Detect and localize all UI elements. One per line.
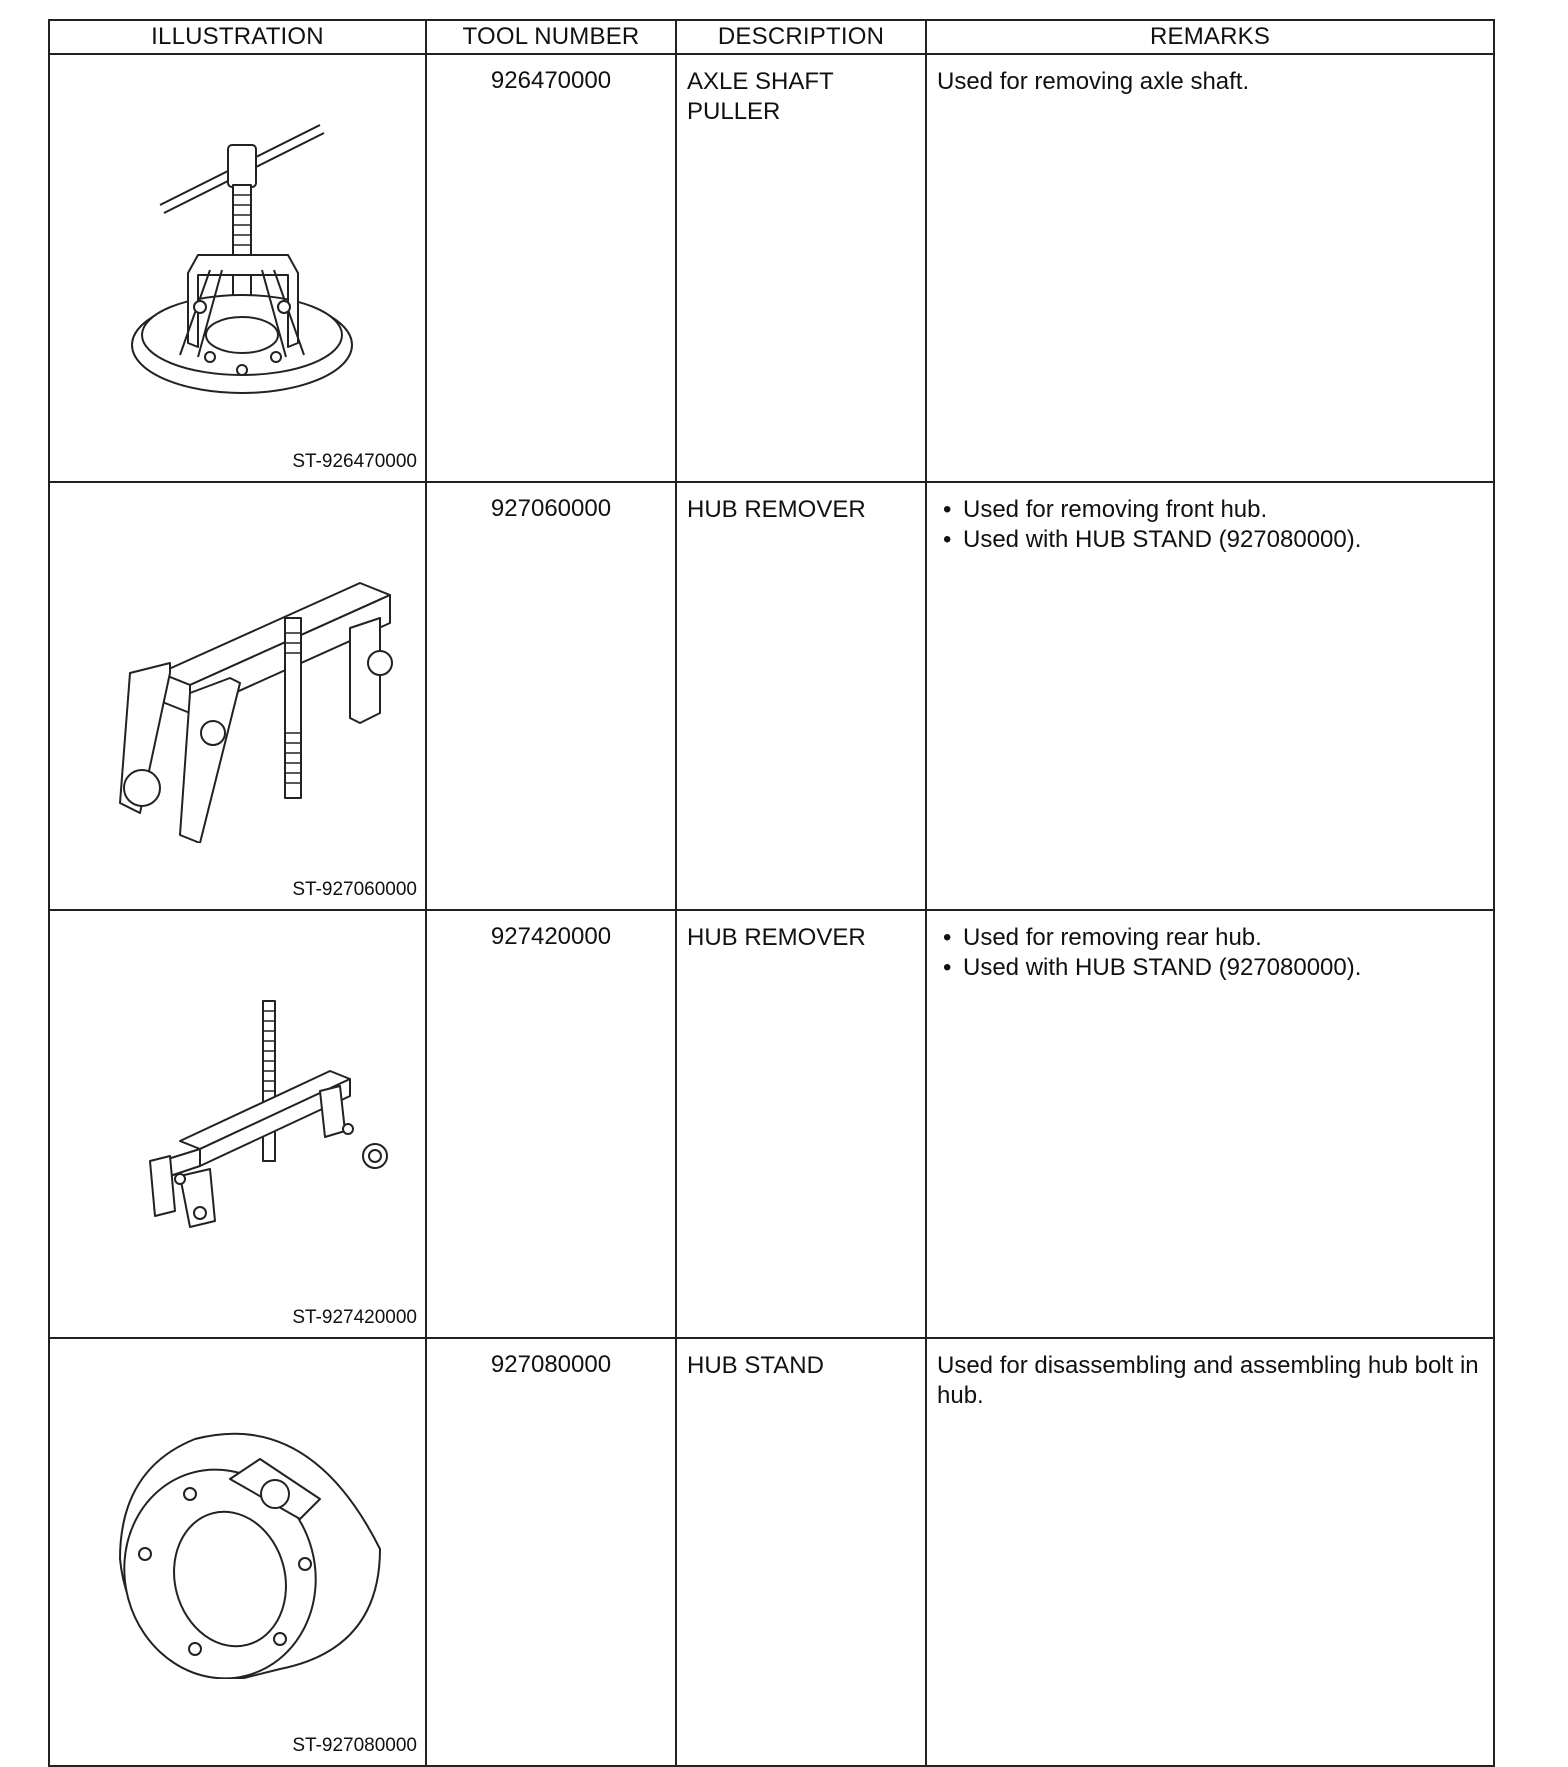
illustration-code: ST-926470000: [292, 451, 417, 472]
illustration-cell: [49, 1338, 426, 1766]
remark-item: • Used with HUB STAND (927080000).: [937, 525, 1483, 555]
header-remarks: REMARKS: [926, 20, 1494, 54]
description: AXLE SHAFT PULLER: [676, 54, 926, 482]
remarks: [926, 54, 1494, 482]
header-tool-number: TOOL NUMBER: [426, 20, 676, 54]
remark-item: • Used for removing rear hub.: [937, 923, 1483, 953]
illustration-cell: [49, 54, 426, 482]
remark-item: • Used for removing front hub.: [937, 495, 1483, 525]
table-row: [49, 482, 1494, 910]
special-tools-table: [48, 19, 1495, 1767]
table-row: [49, 910, 1494, 1338]
illustration-cell: [49, 482, 426, 910]
table-row: [49, 54, 1494, 482]
remark-text: Used for disassembling and assembling hub bolt in hub.: [937, 1352, 1479, 1409]
illustration-code: ST-927420000: [292, 1307, 417, 1328]
axle-shaft-puller-icon: [80, 95, 360, 395]
remarks: [926, 482, 1494, 910]
remark-item: • Used with HUB STAND (927080000).: [937, 953, 1483, 983]
remark-text: Used for removing axle shaft.: [937, 68, 1250, 95]
remarks: [926, 1338, 1494, 1766]
tool-number: 927060000: [426, 482, 676, 910]
hub-stand-icon: [80, 1379, 400, 1679]
description: HUB REMOVER: [676, 482, 926, 910]
tool-number: 926470000: [426, 54, 676, 482]
table-row: [49, 1338, 1494, 1766]
tool-number: 927420000: [426, 910, 676, 1338]
header-row: [49, 20, 1494, 54]
illustration-cell: [49, 910, 426, 1338]
description: HUB STAND: [676, 1338, 926, 1766]
header-illustration: ILLUSTRATION: [49, 20, 426, 54]
remarks: [926, 910, 1494, 1338]
front-hub-remover-icon: [80, 523, 400, 843]
rear-hub-remover-icon: [80, 951, 400, 1251]
header-description: DESCRIPTION: [676, 20, 926, 54]
illustration-code: ST-927080000: [292, 1735, 417, 1756]
tool-number: 927080000: [426, 1338, 676, 1766]
illustration-code: ST-927060000: [292, 879, 417, 900]
description: HUB REMOVER: [676, 910, 926, 1338]
